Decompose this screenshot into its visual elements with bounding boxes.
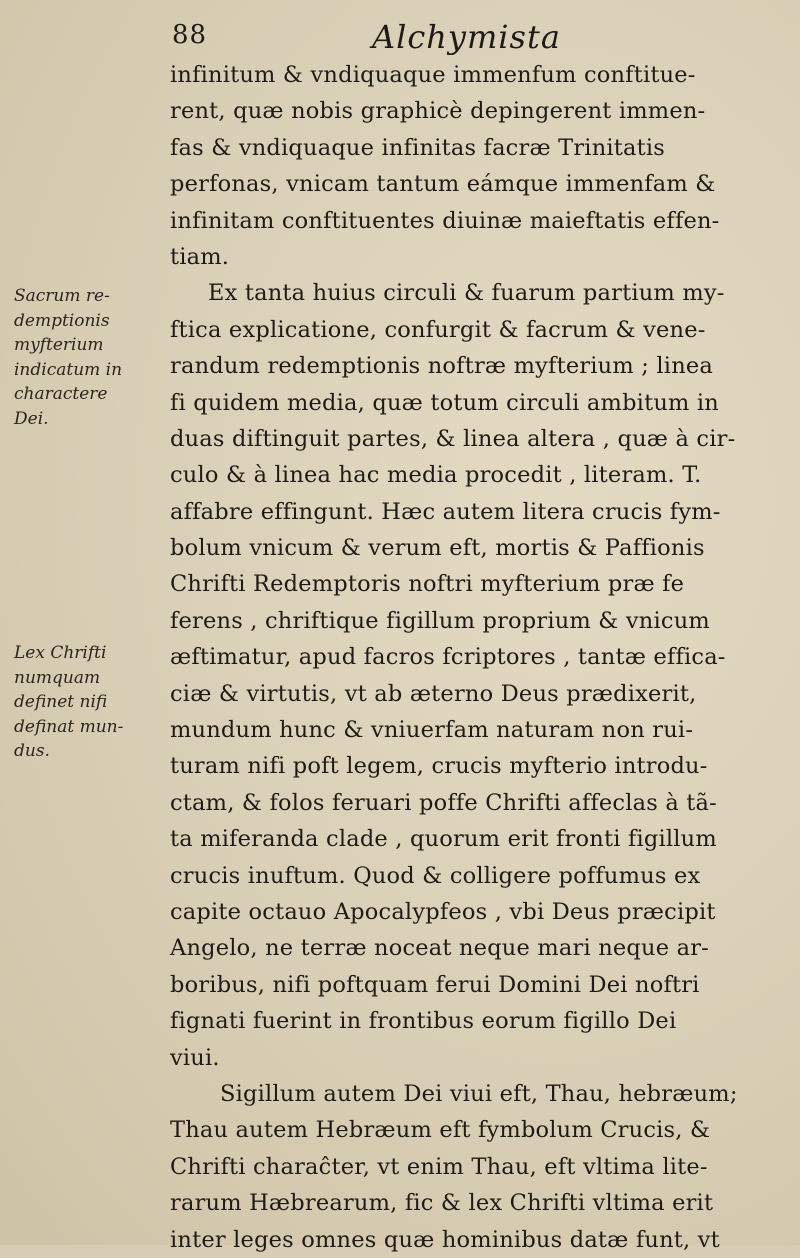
text-line: bolum vnicum & verum eft, mortis & Paffionis bbox=[170, 535, 705, 562]
text-line: inter leges omnes quæ hominibus datæ funt, vt bbox=[170, 1226, 720, 1253]
text-line: turam nifi poft legem, crucis myfterio introdu- bbox=[170, 753, 708, 780]
text-line: fi quidem media, quæ totum circuli ambitum in bbox=[170, 389, 719, 416]
text-line: Angelo, ne terræ noceat neque mari neque ar- bbox=[170, 935, 709, 962]
text-line: infinitam conftituentes diuinæ maieftatis effen- bbox=[170, 207, 720, 234]
margin-note-line: Lex Chrifti bbox=[14, 643, 107, 663]
text-line: æftimatur, apud facros fcriptores , tantæ effica- bbox=[170, 644, 726, 671]
body-text bbox=[170, 57, 770, 1258]
text-line: ciæ & virtutis, vt ab æterno Deus prædixerit, bbox=[170, 680, 697, 707]
text-line: tiam. bbox=[170, 243, 230, 270]
margin-note-line: numquam bbox=[14, 667, 101, 688]
text-line: Ex tanta huius circuli & fuarum partium my- bbox=[208, 280, 725, 307]
text-line: perfonas, vnicam tantum eámque immenfam & bbox=[170, 171, 716, 198]
margin-note-line: Dei. bbox=[14, 408, 49, 429]
text-line: Sigillum autem Dei viui eft, Thau, hebræum; bbox=[220, 1080, 738, 1107]
text-line: ta miferanda clade , quorum erit fronti figillum bbox=[170, 826, 717, 853]
text-line: Chrifti charaĉter, vt enim Thau, eft vltima lite- bbox=[170, 1153, 708, 1180]
page-number: 88 bbox=[172, 20, 208, 50]
text-line: crucis inuftum. Quod & colligere poffumus ex bbox=[170, 862, 701, 889]
margin-note-line: demptionis bbox=[14, 310, 110, 331]
margin-note-line: indicatum in bbox=[14, 359, 123, 380]
text-line: fas & vndiquaque infinitas facræ Trinitatis bbox=[170, 134, 666, 161]
margin-note-law bbox=[14, 641, 164, 764]
margin-note-line: definat mun- bbox=[14, 716, 124, 737]
text-line: ferens , chriftique figillum proprium & vnicum bbox=[170, 607, 710, 634]
text-line: capite octauo Apocalypfeos , vbi Deus præcipit bbox=[170, 898, 716, 925]
text-line: mundum hunc & vniuerfam naturam non rui- bbox=[170, 717, 694, 744]
text-line: affabre effingunt. Hæc autem litera crucis fym- bbox=[170, 498, 721, 525]
text-line: infinitum & vndiquaque immenfum conftitue- bbox=[170, 62, 696, 88]
margin-note-line: myfterium bbox=[14, 335, 104, 355]
text-line: Chrifti Redemptoris noftri myfterium præ fe bbox=[170, 571, 685, 598]
margin-note-line: Sacrum re- bbox=[14, 286, 110, 306]
text-line: duas diftinguit partes, & linea altera , quæ à cir- bbox=[170, 425, 736, 452]
text-line: culo & à linea hac media procedit , literam. T. bbox=[170, 462, 702, 489]
margin-note-redemption bbox=[14, 284, 164, 431]
text-line: boribus, nifi poftquam ferui Domini Dei noftri bbox=[170, 971, 700, 998]
text-line: rarum Hæbrearum, fic & lex Chrifti vltima erit bbox=[170, 1190, 714, 1217]
text-line: rent, quæ nobis graphicè depingerent immen- bbox=[170, 98, 706, 125]
text-line: ctam, & folos feruari poffe Chrifti affeclas à tã- bbox=[170, 789, 717, 816]
text-line: ftica explicatione, confurgit & facrum & vene- bbox=[170, 316, 706, 343]
text-line: Thau autem Hebræum eft fymbolum Crucis, & bbox=[170, 1117, 711, 1144]
margin-note-line: dus. bbox=[14, 741, 50, 761]
margin-note-line: charactere bbox=[14, 384, 108, 404]
running-title: Alchymista bbox=[372, 18, 561, 56]
text-line: fignati fuerint in frontibus eorum figillo Dei bbox=[170, 1008, 677, 1035]
text-line: viui. bbox=[170, 1044, 220, 1071]
text-line: randum redemptionis noftræ myfterium ; linea bbox=[170, 353, 714, 380]
margin-note-line: definet nifi bbox=[14, 692, 108, 712]
